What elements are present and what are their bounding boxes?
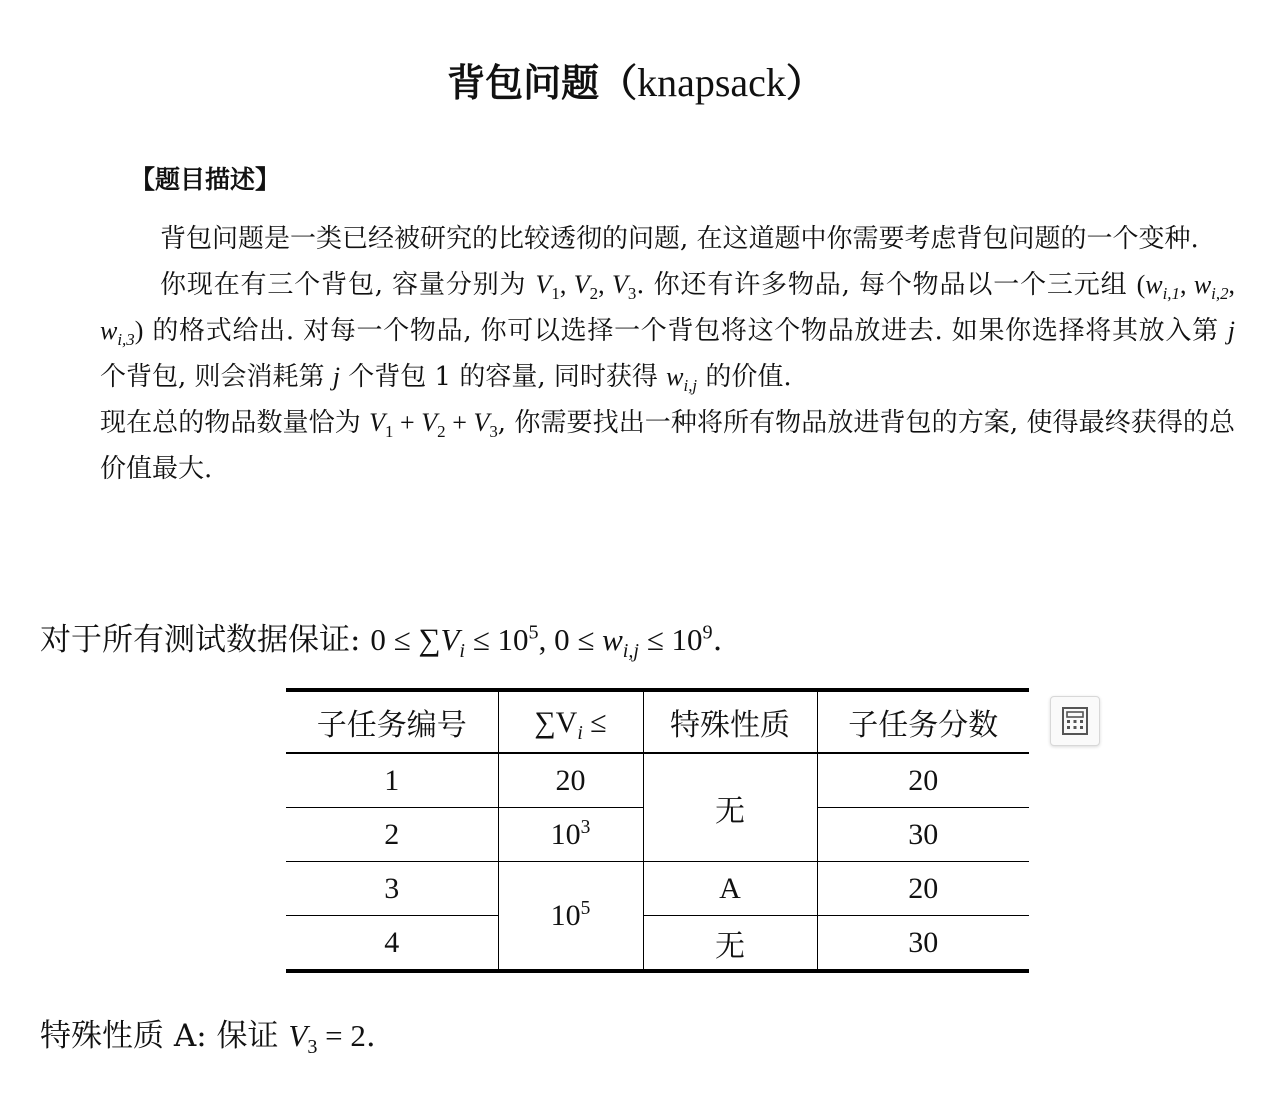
cell-property: 无 <box>643 916 817 972</box>
table-row <box>286 862 1029 916</box>
header-score: 子任务分数 <box>817 690 1029 753</box>
header-limit: $\sum V_i$ ≤ <box>498 690 643 753</box>
calculator-icon <box>1060 706 1090 736</box>
table-row <box>286 916 1029 972</box>
cell-score: 20 <box>817 753 1029 808</box>
cell-limit: 20 <box>498 753 643 808</box>
cell-subtask-id: 2 <box>286 808 498 862</box>
cell-subtask-id: 1 <box>286 753 498 808</box>
cell-score: 30 <box>817 808 1029 862</box>
special-property-note: 特殊性质 A: 保证 $V_3 = 2$. <box>40 1018 376 1059</box>
problem-description <box>100 216 1235 492</box>
table-row <box>286 753 1029 808</box>
description-paragraph-3: 现在总的物品数量恰为 $V_1 + V_2 + V_3$, 你需要找出一种将所有物品放进背包的方案, 使得最终获得的总价值最大. <box>100 408 1236 484</box>
description-paragraph-1: 背包问题是一类已经被研究的比较透彻的问题, 在这道题中你需要考虑背包问题的一个变种. <box>160 224 1199 254</box>
description-paragraph-2: 你现在有三个背包, 容量分别为 $V_1$, $V_2$, $V_3$. 你还有许多物品, 每个物品以一个三元组 ($w_{i,1}$, $w_{i,2}$, $w_{i,3}$) 的格式给出. 对每一个物品, 你可以选择一个背包将这个物品放进去. 如果你选择将其放入第 j 个背包, 则会消耗第 j 个背包 1 的容量, 同时获得 $w_{i,j}$ 的价值. <box>100 270 1236 396</box>
header-property: 特殊性质 <box>643 690 817 753</box>
cell-property: 无 <box>643 753 817 862</box>
section-heading: 【题目描述】 <box>130 165 281 194</box>
header-subtask-id: 子任务编号 <box>316 708 467 743</box>
cell-subtask-id: 3 <box>286 862 498 916</box>
data-constraint: 对于所有测试数据保证: $0 \le \sum V_i \le 10^5$, $0 \le w_{i,j} \le 10^9$. <box>40 621 723 663</box>
cell-subtask-id: 4 <box>384 925 400 959</box>
cell-property: A <box>643 862 817 916</box>
subtask-table <box>286 688 1029 973</box>
cell-limit: $10^3$ <box>498 808 643 862</box>
cell-score: 30 <box>817 916 1029 972</box>
page-title: 背包问题（knapsack） <box>447 60 824 105</box>
cell-score: 20 <box>817 862 1029 916</box>
table-header-row <box>286 690 1029 753</box>
calculator-button[interactable] <box>1050 696 1100 746</box>
cell-limit: $10^5$ <box>498 862 643 972</box>
